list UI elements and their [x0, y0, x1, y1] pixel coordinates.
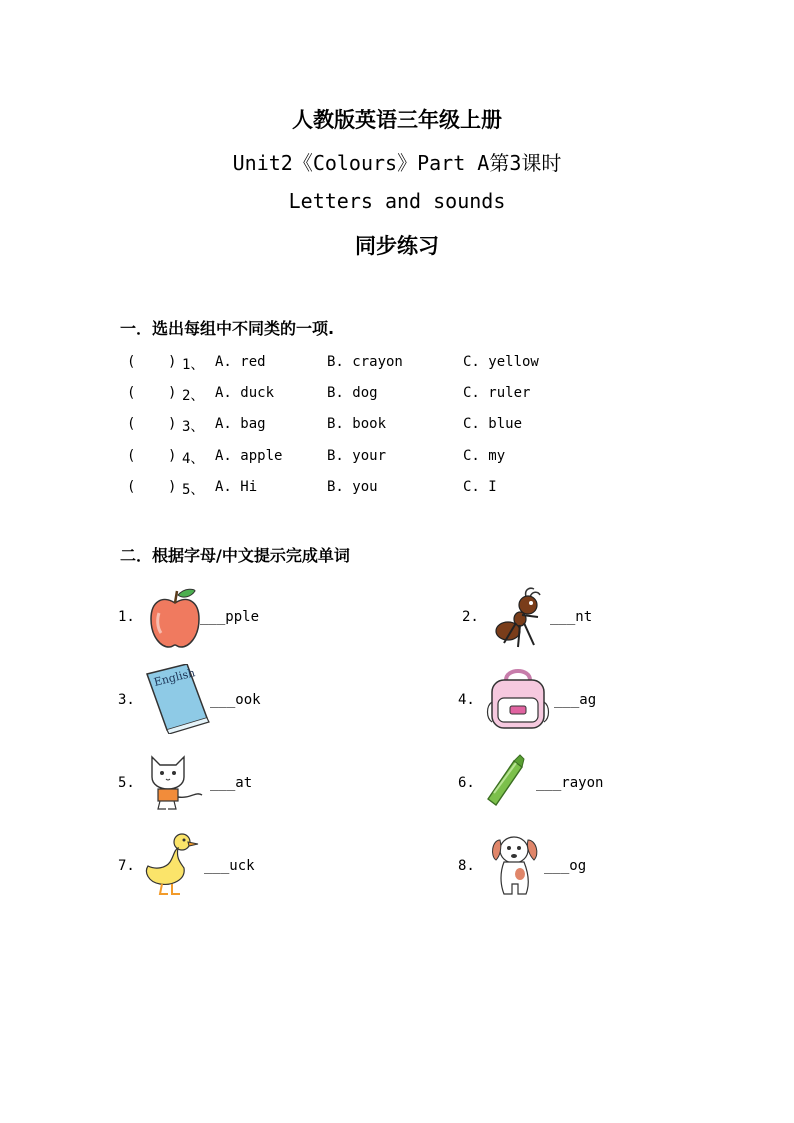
section-2-title: 二．根据字母/中文提示完成单词: [120, 546, 350, 565]
book-label: English: [152, 666, 197, 689]
option-a: A. bag: [215, 416, 266, 432]
close-paren: ): [168, 448, 177, 464]
exercise-item: [118, 587, 378, 657]
title-line-1: 人教版英语三年级上册: [292, 108, 502, 132]
book-icon: [143, 664, 213, 734]
question-number: 1、: [182, 357, 205, 373]
item-number: 2.: [462, 609, 479, 625]
exercise-item: [118, 753, 378, 823]
blank-word: ___rayon: [536, 775, 604, 791]
exercise-item: [458, 670, 658, 740]
question-number: 2、: [182, 388, 205, 404]
item-number: 7.: [118, 858, 135, 874]
option-b: B. book: [327, 416, 387, 432]
option-b: B. dog: [327, 385, 378, 401]
option-a: A. apple: [215, 448, 283, 464]
option-c: C. blue: [463, 416, 523, 432]
option-b: B. crayon: [327, 354, 403, 370]
blank-word: ___ook: [210, 692, 261, 708]
apple-icon: [145, 587, 205, 651]
exercise-item: [118, 666, 378, 740]
option-a: A. red: [215, 354, 266, 370]
open-paren: (: [127, 354, 136, 370]
title-line-3: Letters and sounds: [288, 189, 506, 213]
section-1-title: 一．选出每组中不同类的一项.: [120, 319, 335, 338]
title-line-2: Unit2《Colours》Part A第3课时: [232, 151, 562, 175]
item-number: 5.: [118, 775, 135, 791]
option-c: C. ruler: [463, 385, 531, 401]
option-c: C. yellow: [463, 354, 539, 370]
ant-icon: [490, 587, 550, 651]
blank-word: ___pple: [200, 609, 260, 625]
crayon-icon: [482, 753, 528, 809]
title-line-4: 同步练习: [355, 234, 439, 258]
exercise-item: [458, 836, 658, 906]
option-c: C. I: [463, 479, 497, 495]
blank-word: ___ag: [554, 692, 597, 708]
close-paren: ): [168, 416, 177, 432]
option-b: B. your: [327, 448, 387, 464]
question-number: 3、: [182, 419, 205, 435]
question-number: 4、: [182, 451, 205, 467]
question-number: 5、: [182, 482, 205, 498]
exercise-item: [462, 587, 662, 657]
option-c: C. my: [463, 448, 506, 464]
open-paren: (: [127, 416, 136, 432]
item-number: 1.: [118, 609, 135, 625]
open-paren: (: [127, 385, 136, 401]
dog-icon: [490, 832, 544, 898]
item-number: 6.: [458, 775, 475, 791]
duck-icon: [142, 832, 206, 898]
exercise-item: [458, 753, 658, 823]
open-paren: (: [127, 448, 136, 464]
close-paren: ): [168, 385, 177, 401]
option-b: B. you: [327, 479, 378, 495]
bag-icon: [486, 666, 550, 732]
exercise-item: [118, 836, 378, 906]
close-paren: ): [168, 479, 177, 495]
item-number: 4.: [458, 692, 475, 708]
item-number: 8.: [458, 858, 475, 874]
blank-word: ___nt: [550, 609, 593, 625]
blank-word: ___uck: [204, 858, 255, 874]
open-paren: (: [127, 479, 136, 495]
cat-icon: [146, 751, 208, 813]
option-a: A. duck: [215, 385, 275, 401]
blank-word: ___at: [210, 775, 253, 791]
item-number: 3.: [118, 692, 135, 708]
close-paren: ): [168, 354, 177, 370]
option-a: A. Hi: [215, 479, 258, 495]
blank-word: ___og: [544, 858, 587, 874]
